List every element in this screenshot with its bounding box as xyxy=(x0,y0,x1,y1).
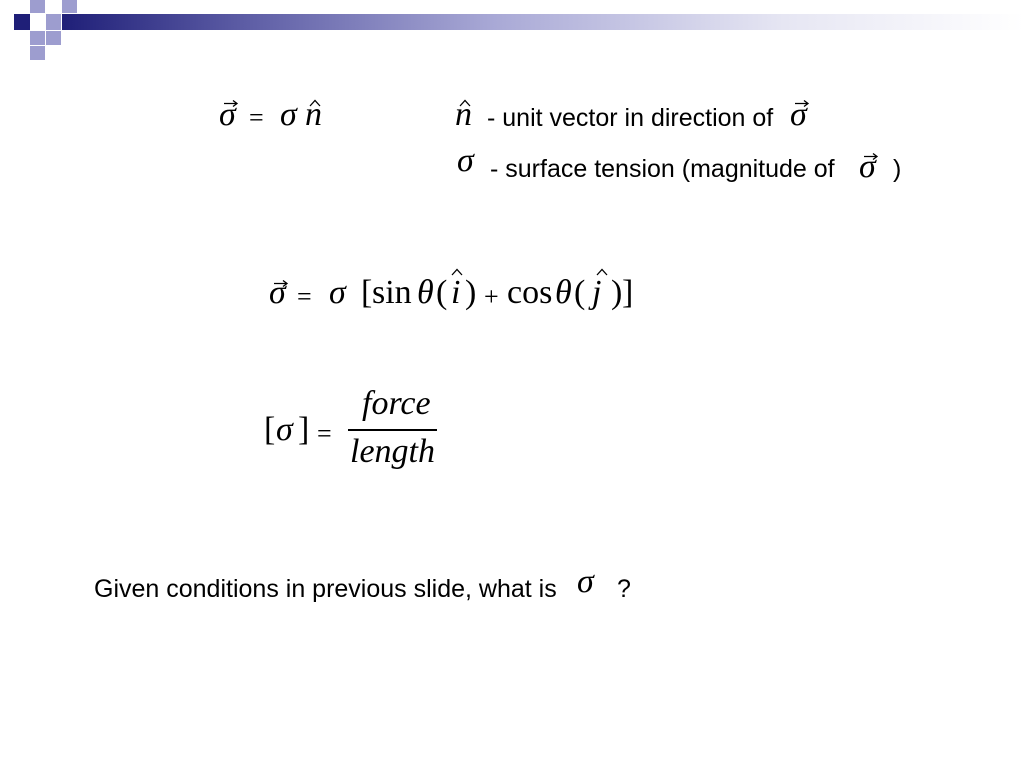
bracket-close: ] xyxy=(622,274,634,311)
decorative-square xyxy=(30,46,45,60)
sigma-vector-symbol: σ xyxy=(269,274,286,311)
decorative-square xyxy=(30,0,45,13)
fraction-bar xyxy=(348,429,437,431)
definition-ref-symbol: σ xyxy=(790,96,807,133)
equals-sign: = xyxy=(249,103,264,132)
fraction-denominator: length xyxy=(350,433,435,470)
equals-sign: = xyxy=(297,282,312,311)
decorative-square xyxy=(46,31,61,45)
sigma-vector-symbol: σ xyxy=(219,96,236,133)
closing-paren: ) xyxy=(893,155,902,183)
vector-arrow-accent xyxy=(273,279,288,287)
decorative-square xyxy=(62,0,77,13)
plus-sign: + xyxy=(484,282,499,311)
hat-accent xyxy=(309,99,321,107)
theta-symbol: θ xyxy=(555,274,572,311)
hat-accent xyxy=(596,268,608,276)
paren-open: ( xyxy=(436,274,448,311)
sigma-symbol: σ xyxy=(276,411,293,448)
vector-arrow-accent xyxy=(223,99,238,107)
definition-symbol: n xyxy=(455,96,472,133)
question-symbol: σ xyxy=(577,563,594,600)
vector-arrow-accent xyxy=(863,152,878,160)
unit-vector-j: j xyxy=(592,274,602,311)
definition-text: - surface tension (magnitude of xyxy=(490,155,835,183)
decorative-square xyxy=(30,31,45,45)
paren-close: ) xyxy=(611,274,623,311)
theta-symbol: θ xyxy=(417,274,434,311)
question-text: Given conditions in previous slide, what is xyxy=(94,575,557,603)
unit-vector-n: n xyxy=(305,96,322,133)
bracket-close: ] xyxy=(298,411,310,448)
paren-close: ) xyxy=(465,274,477,311)
sigma-symbol: σ xyxy=(280,96,297,133)
paren-open: ( xyxy=(574,274,586,311)
fraction-numerator: force xyxy=(362,385,431,422)
sin-function: sin xyxy=(372,274,412,311)
definition-text: - unit vector in direction of xyxy=(487,104,774,132)
hat-accent xyxy=(451,268,463,276)
unit-vector-i: i xyxy=(451,274,461,311)
decorative-square xyxy=(46,14,61,30)
vector-arrow-accent xyxy=(794,99,809,107)
hat-accent xyxy=(459,99,471,107)
sigma-symbol: σ xyxy=(329,274,346,311)
bracket-open: [ xyxy=(264,411,276,448)
equals-sign: = xyxy=(317,419,332,448)
decorative-gradient-bar xyxy=(62,14,1024,30)
question-mark: ? xyxy=(617,575,631,603)
cos-function: cos xyxy=(507,274,553,311)
definition-symbol: σ xyxy=(457,142,474,179)
decorative-square-navy xyxy=(14,14,30,30)
bracket-open: [ xyxy=(361,274,373,311)
definition-ref-symbol: σ xyxy=(859,148,876,185)
